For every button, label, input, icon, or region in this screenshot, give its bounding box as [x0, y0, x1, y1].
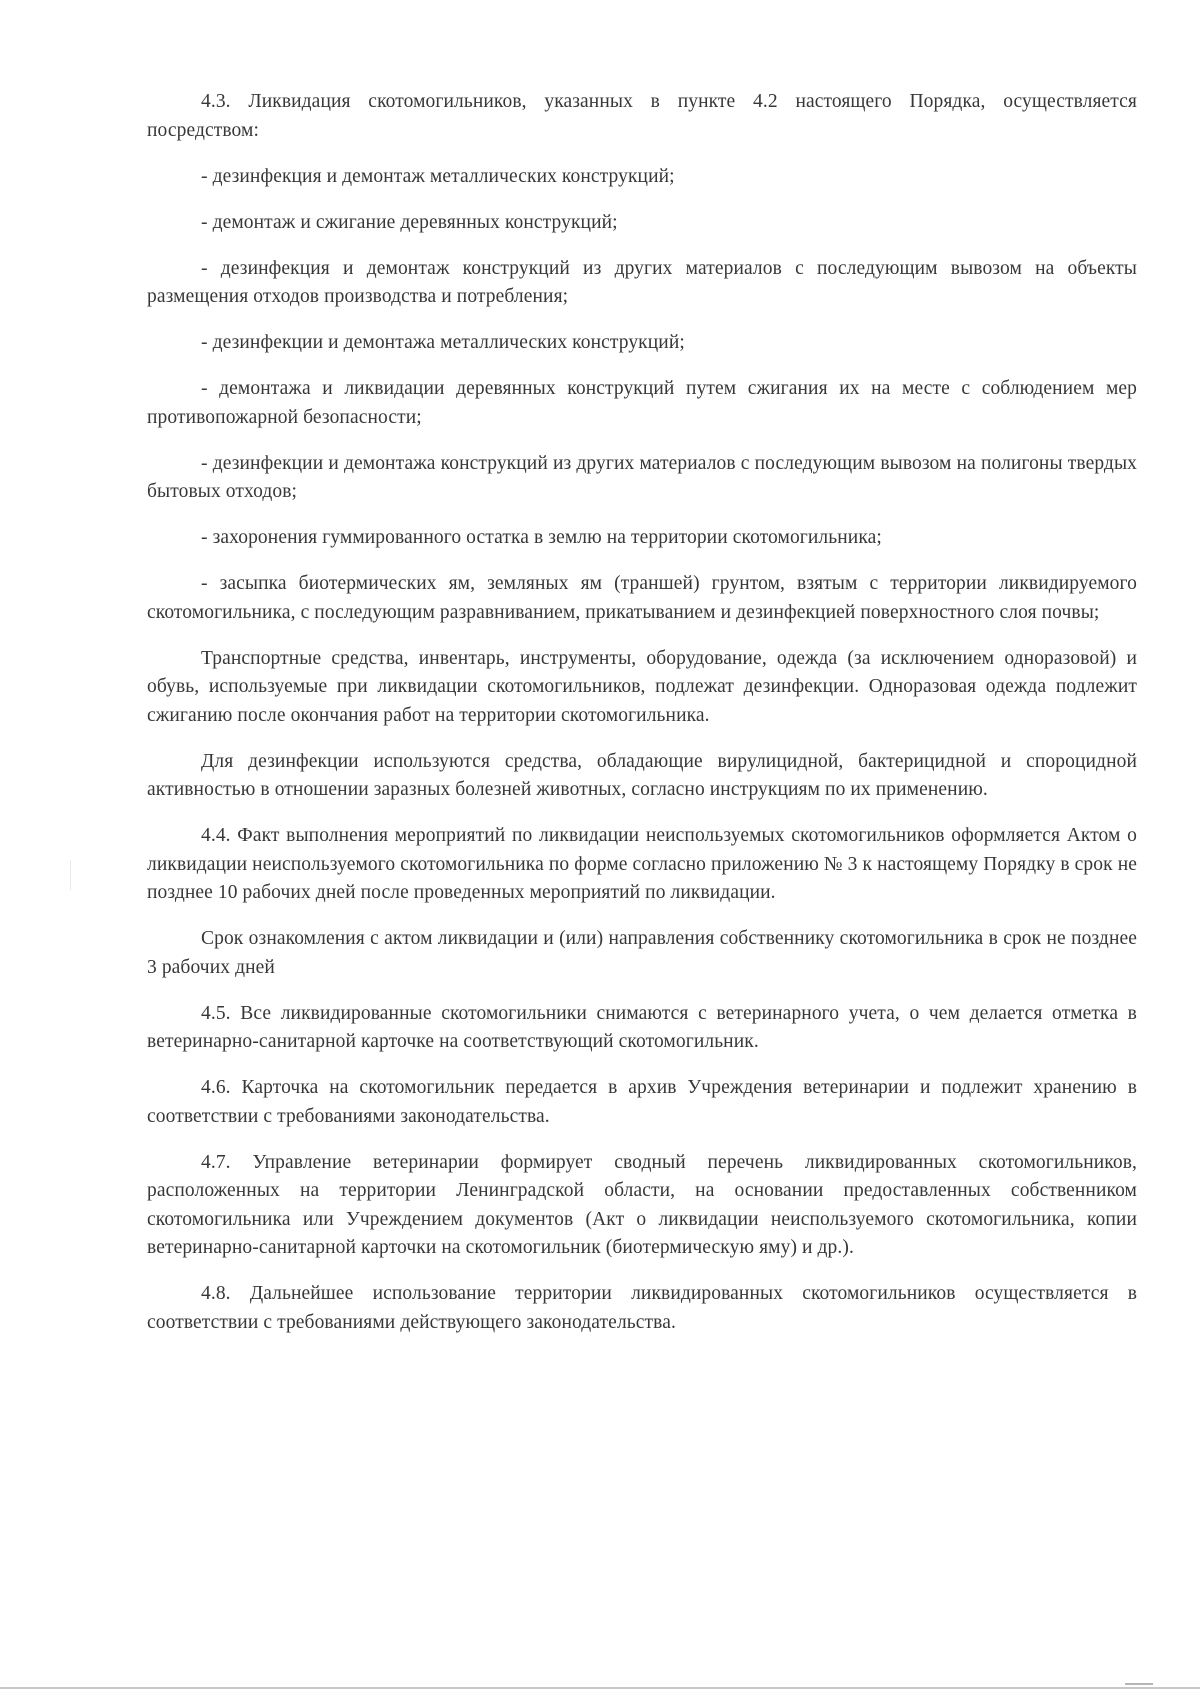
list-item: - дезинфекция и демонтаж металлических конструкций; [201, 165, 675, 187]
document-body [147, 88, 1137, 1355]
paragraph-disinfection: Для дезинфекции используются средства, обладающие вирулицидной, бактерицидной и спороцидной активностью в отношении заразных болезней животных, согласно инструкциям по их применению. [147, 750, 1137, 800]
list-item: - демонтаж и сжигание деревянных конструкций; [201, 211, 618, 233]
list-item: - демонтажа и ликвидации деревянных конструкций путем сжигания их на месте с соблюдением мер противопожарной безопасности; [147, 378, 1137, 428]
list-item: - засыпка биотермических ям, земляных ям (траншей) грунтом, взятым с территории ликвидируемого скотомогильника, с последующим разравниванием, прикатыванием и дезинфекцией поверхностного слоя почвы; [147, 573, 1137, 623]
paragraph-4-5: 4.5. Все ликвидированные скотомогильники снимаются с ветеринарного учета, о чем делается отметка в ветеринарно-санитарной карточке на соответствующий скотомогильник. [147, 1002, 1137, 1052]
paragraph-review-term: Срок ознакомления с актом ликвидации и (или) направления собственнику скотомогильника в срок не позднее 3 рабочих дней [147, 928, 1137, 978]
paragraph-4-3: 4.3. Ликвидация скотомогильников, указанных в пункте 4.2 настоящего Порядка, осуществляется посредством: [147, 91, 1137, 141]
page-bottom-edge [0, 1687, 1200, 1689]
paragraph-4-6: 4.6. Карточка на скотомогильник передается в архив Учреждения ветеринарии и подлежит хранению в соответствии с требованиями законодательства. [147, 1077, 1137, 1127]
list-item: - дезинфекции и демонтажа металлических конструкций; [201, 332, 685, 353]
paragraph-4-4: 4.4. Факт выполнения мероприятий по ликвидации неиспользуемых скотомогильников оформляется Актом о ликвидации неиспользуемого скотомогильника по форме согласно приложению № 3 к настоящему Порядку в срок не позднее 10 рабочих дней после проведенных мероприятий по ликвидации. [147, 825, 1137, 903]
list-item: - захоронения гуммированного остатка в землю на территории скотомогильника; [201, 527, 882, 548]
paragraph-4-8: 4.8. Дальнейшее использование территории ликвидированных скотомогильников осуществляется в соответствии с требованиями действующего законодательства. [147, 1283, 1137, 1333]
list-item: - дезинфекция и демонтаж конструкций из других материалов с последующим вывозом на объекты размещения отходов производства и потребления; [147, 257, 1137, 307]
page-bottom-mark [1125, 1683, 1153, 1685]
scan-mark [70, 860, 71, 890]
list-item: - дезинфекции и демонтажа конструкций из других материалов с последующим вывозом на полигоны твердых бытовых отходов; [147, 452, 1137, 502]
paragraph-4-7: 4.7. Управление ветеринарии формирует сводный перечень ликвидированных скотомогильников, расположенных на территории Ленинградской области, на основании предоставленных собственником скотомогильника или Учреждением документов (Акт о ликвидации неиспользуемого скотомогильника, копии ветеринарно-санитарной карточки на скотомогильник (биотермическую яму) и др.). [147, 1151, 1137, 1258]
paragraph-transport: Транспортные средства, инвентарь, инструменты, оборудование, одежда (за исключением одноразовой) и обувь, используемые при ликвидации скотомогильников, подлежат дезинфекции. Одноразовая одежда подлежит сжиганию после окончания работ на территории скотомогильника. [147, 647, 1137, 726]
